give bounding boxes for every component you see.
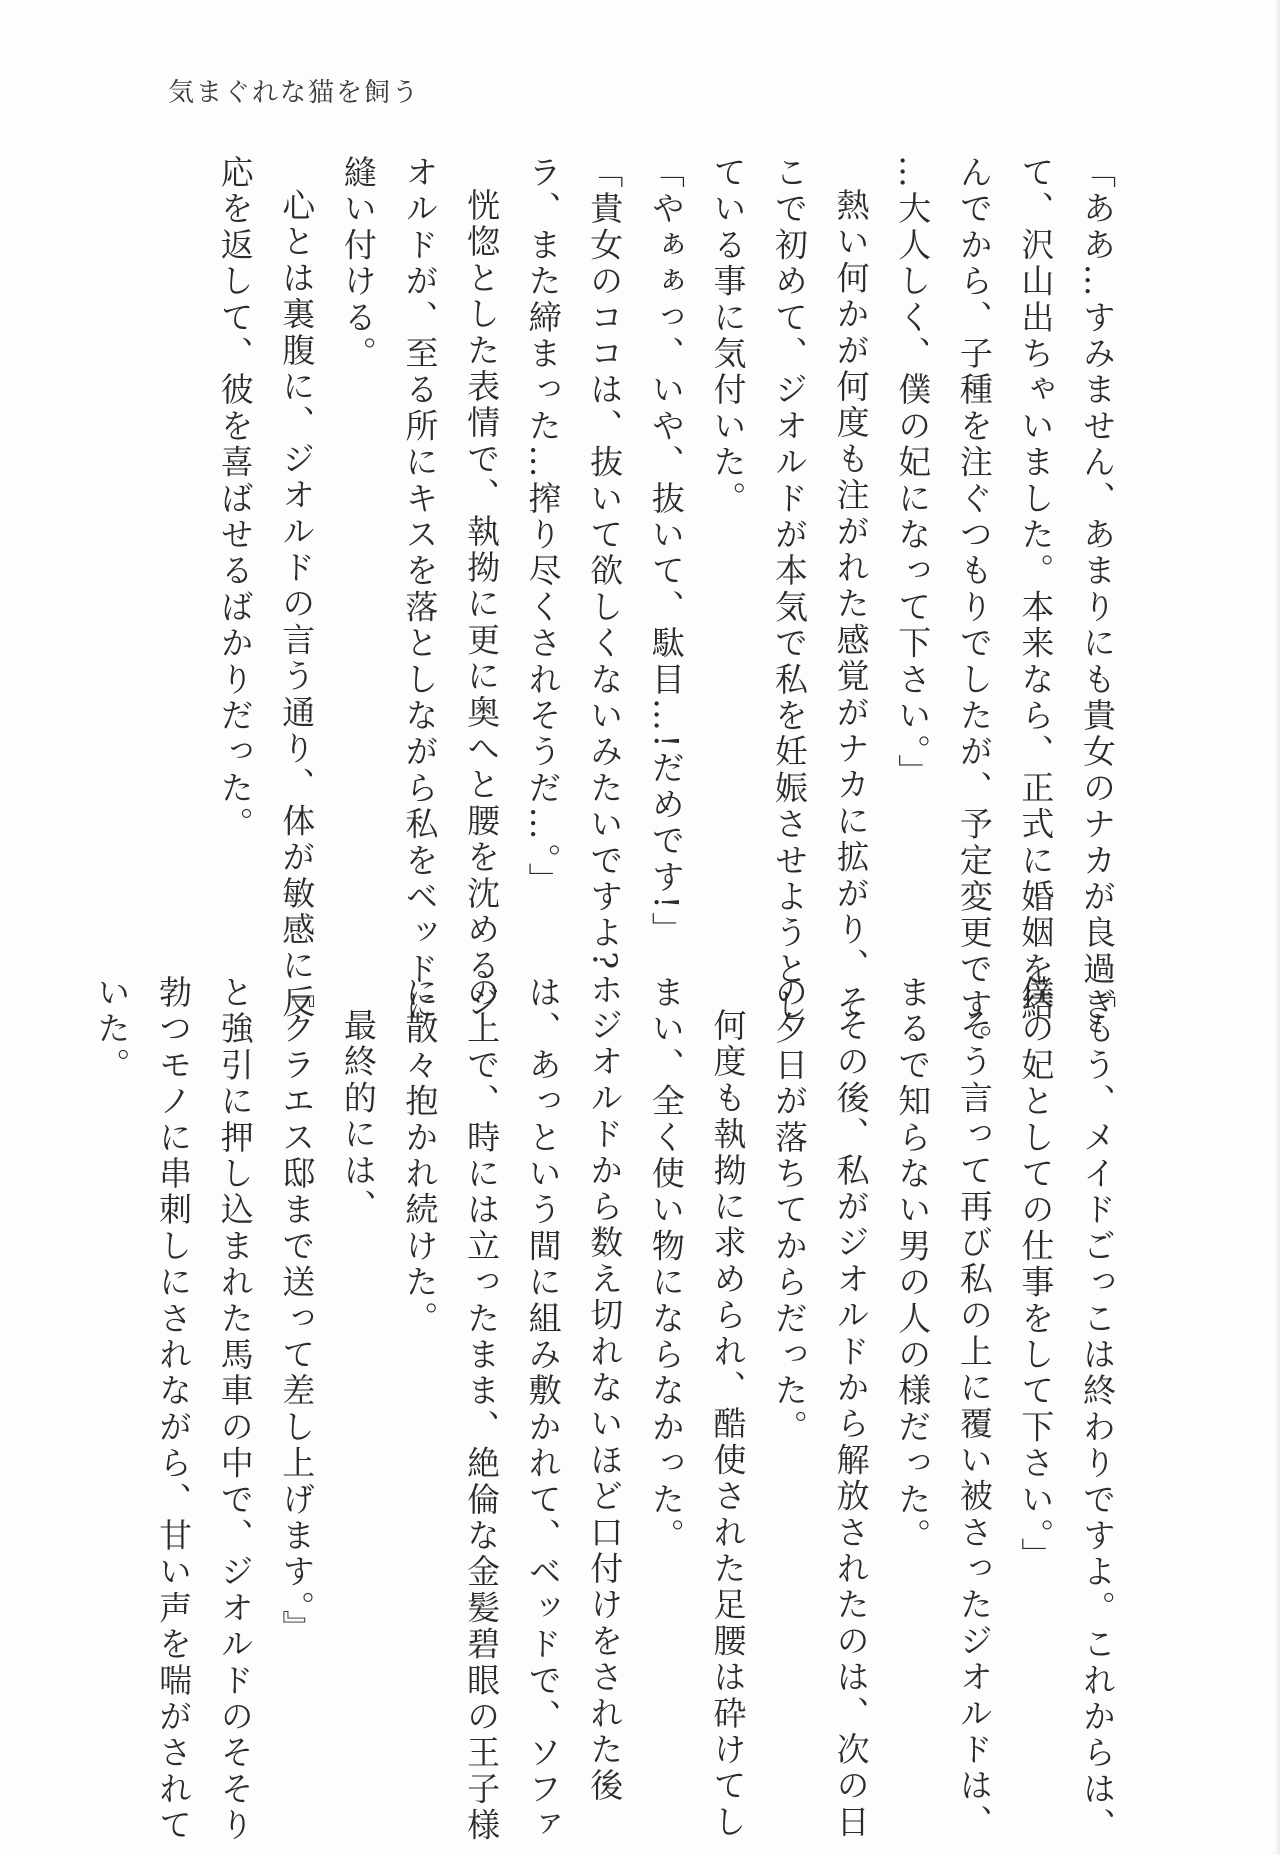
- text-line: の上で、時には立ったまま、絶倫な金髪碧眼の王子様: [462, 975, 502, 1844]
- text-line: に散々抱かれ続けた。: [400, 975, 440, 1337]
- text-line: その後、私がジオルドから解放されたのは、次の日: [831, 1008, 871, 1841]
- text-line: 応を返して、彼を喜ばせるばかりだった。: [215, 155, 255, 843]
- text-line: 『クラエス邸まで送って差し上げます。』: [277, 975, 317, 1647]
- text-line: まるで知らない男の人の様だった。: [893, 975, 933, 1555]
- upper-text-block: [215, 155, 1128, 1060]
- text-line: ている事に気付いた。: [708, 155, 748, 517]
- text-line: 縫い付ける。: [338, 155, 378, 373]
- text-line: そう言って再び私の上に覆い被さったジオルドは、: [954, 1008, 994, 1841]
- page-edge-shadow: [1274, 0, 1280, 1855]
- text-line: いた。: [92, 975, 132, 1084]
- text-line: ジオルドから数え切れないほど口付けをされた後: [585, 1008, 625, 1805]
- text-line: 「もう、メイドごっこは終わりですよ。これからは、: [1078, 975, 1117, 1844]
- text-line: 「ああ…すみません、あまりにも貴女のナカが良過ぎ: [1078, 155, 1117, 1024]
- text-line: 恍惚とした表情で、執拗に更に奥へと腰を沈めるジ: [462, 188, 502, 1021]
- text-line: 勃つモノに串刺しにされながら、甘い声を喘がされて: [154, 975, 194, 1844]
- text-line: と強引に押し込まれた馬車の中で、ジオルドのそそり: [215, 975, 255, 1844]
- text-line: まい、全く使い物にならなかった。: [646, 975, 686, 1555]
- text-line: んでから、子種を注ぐつもりでしたが、予定変更です。: [954, 155, 994, 1060]
- text-line: 心とは裏腹に、ジオルドの言う通り、体が敏感に反: [277, 188, 317, 1021]
- text-line: の夕日が落ちてからだった。: [770, 975, 810, 1446]
- text-line: は、あっという間に組み敷かれて、ベッドで、ソファ: [523, 975, 563, 1844]
- text-line: ラ、また締まった…搾り尽くされそうだ…。」: [523, 155, 563, 899]
- text-line: て、沢山出ちゃいました。本来なら、正式に婚姻を結: [1016, 155, 1056, 1024]
- text-line: …大人しく、僕の妃になって下さい。」: [893, 155, 933, 791]
- text-line: オルドが、至る所にキスを落としながら私をベッドに: [400, 155, 440, 1024]
- text-line: 「貴女のココは、抜いて欲しくないみたいですよ?ホ: [585, 155, 625, 1009]
- text-line: 熱い何かが何度も注がれた感覚がナカに拡がり、そ: [831, 188, 871, 1021]
- text-line: こで初めて、ジオルドが本気で私を妊娠させようとし: [770, 155, 810, 1024]
- text-line: 何度も執拗に求められ、酷使された足腰は砕けてし: [708, 1008, 748, 1841]
- text-line: 僕の妃としての仕事をして下さい。」: [1016, 975, 1056, 1574]
- running-title: 気まぐれな猫を飼う: [168, 78, 421, 108]
- lower-text-block: [92, 975, 1128, 1844]
- text-line: 「やぁぁっ、いや、抜いて、駄目…!だめです!」: [646, 155, 686, 949]
- text-line: 最終的には、: [338, 1008, 378, 1226]
